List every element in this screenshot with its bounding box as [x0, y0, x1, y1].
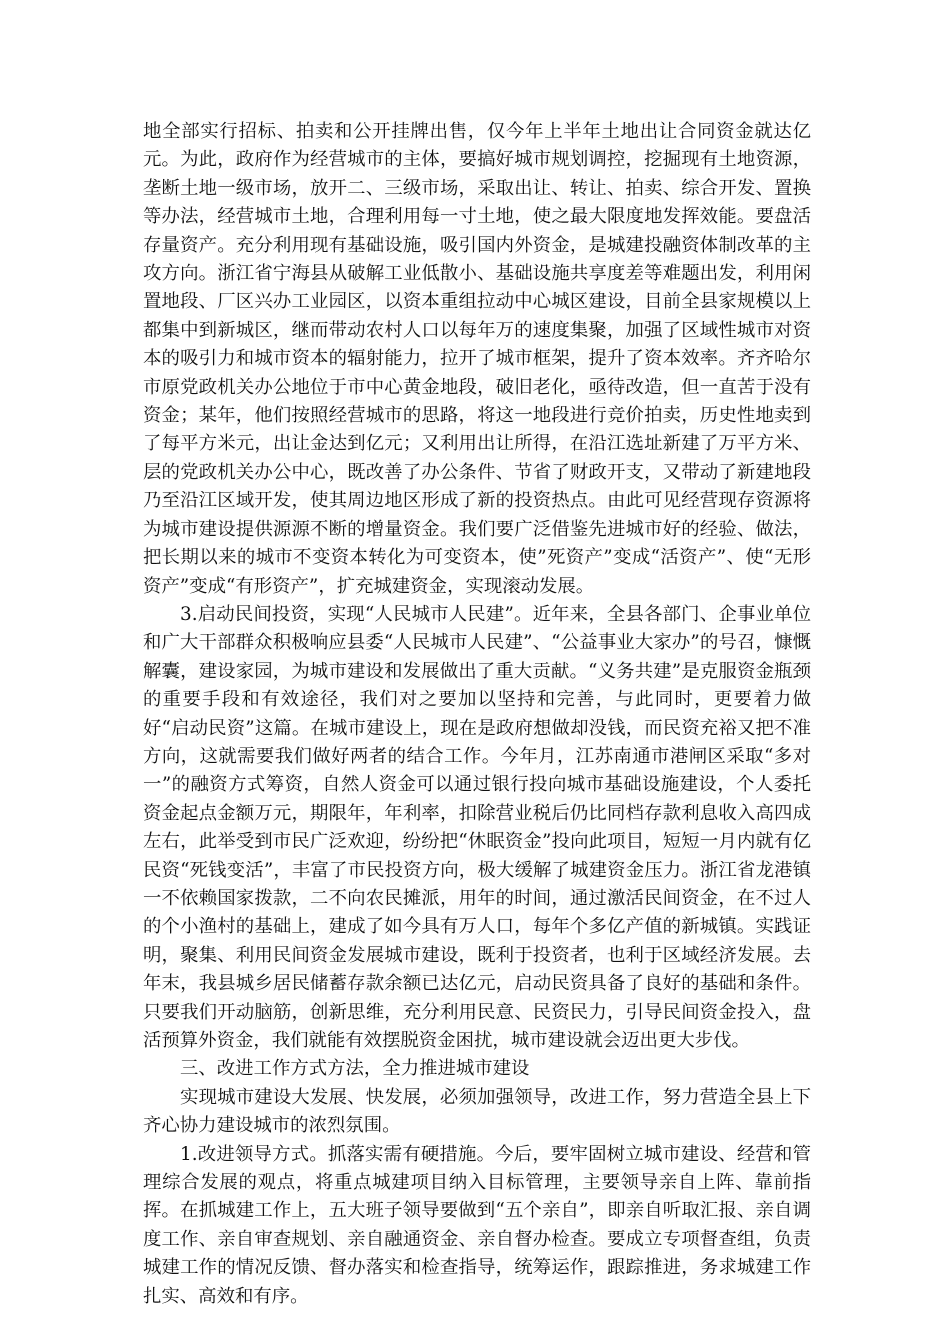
paragraph-leadership-method: 1.改进领导方式。抓落实需有硬措施。今后，要牢固树立城市建设、经营和管理综合发展的观点，将重点城建项目纳入目标管理，主要领导亲自上阵、靠前指挥。在抓城建工作上，五大班子领导要做到“五个亲自”，即亲自听取汇报、亲自调度工作、亲自审查规划、亲自融通资金、亲自督办检查。要成立专项督查组，负责城建工作的情况反馈、督办落实和检查指导，统筹运作，跟踪推进，务求城建工作扎实、高效和有序。 — [143, 1143, 811, 1307]
document-body — [143, 118, 811, 1311]
paragraph-section-intro: 实现城市建设大发展、快发展，必须加强领导，改进工作，努力营造全县上下齐心协力建设城市的浓烈氛围。 — [143, 1086, 811, 1137]
paragraph-land-and-assets: 地全部实行招标、拍卖和公开挂牌出售，仅今年上半年土地出让合同资金就达亿元。为此，政府作为经营城市的主体，要搞好城市规划调控，挖掘现有土地资源，垄断土地一级市场，放开二、三级市场，采取出让、转让、拍卖、综合开发、置换等办法，经营城市土地，合理利用每一寸土地，使之最大限度地发挥效能。要盘活存量资产。充分利用现有基础设施，吸引国内外资金，是城建投融资体制改革的主攻方向。浙江省宁海县从破解工业低散小、基础设施共享度差等难题出发，利用闲置地段、厂区兴办工业园区，以资本重组拉动中心城区建设，目前全县家规模以上都集中到新城区，继而带动农村人口以每年万的速度集聚，加强了区域性城市对资本的吸引力和城市资本的辐射能力，拉开了城市框架，提升了资本效率。齐齐哈尔市原党政机关办公地位于市中心黄金地段，破旧老化，亟待改造，但一直苦于没有资金；某年，他们按照经营城市的思路，将这一地段进行竞价拍卖，历史性地卖到了每平方米元，出让金达到亿元；又利用出让所得，在沿江选址新建了万平方米、层的党政机关办公中心，既改善了办公条件、节省了财政开支，又带动了新建地段乃至沿江区域开发，使其周边地区形成了新的投资热点。由此可见经营现存资源将为城市建设提供源源不断的增量资金。我们要广泛借鉴先进城市好的经验、做法，把长期以来的城市不变资本转化为可变资本，使”死资产”变成“活资产”、使“无形资产”变成“有形资产”，扩充城建资金，实现滚动发展。 — [143, 121, 811, 597]
section-heading-improve-methods: 三、改进工作方式方法，全力推进城市建设 — [180, 1058, 530, 1080]
paragraph-private-investment: 3.启动民间投资，实现“人民城市人民建”。近年来，全县各部门、企事业单位和广大干部群众积极响应县委“人民城市人民建”、“公益事业大家办”的号召，慷慨解囊，建设家园，为城市建设和发展做出了重大贡献。“义务共建”是克服资金瓶颈的重要手段和有效途径，我们对之要加以坚持和完善，与此同时，更要着力做好“启动民资”这篇。在城市建设上，现在是政府想做却没钱，而民资充裕又把不准方向，这就需要我们做好两者的结合工作。今年月，江苏南通市港闸区采取“多对一”的融资方式筹资，自然人资金可以通过银行投向城市基础设施建设，个人委托资金起点金额万元，期限年，年利率，扣除营业税后仍比同档存款利息收入高四成左右，此举受到市民广泛欢迎，纷纷把“休眠资金”投向此项目，短短一月内就有亿民资“死钱变活”，丰富了市民投资方向，极大缓解了城建资金压力。浙江省龙港镇一不依赖国家拨款，二不向农民摊派，用年的时间，通过激活民间资金，在不过人的个小渔村的基础上，建成了如今具有万人口，每年个多亿产值的新城镇。实践证明，聚集、利用民间资金发展城市建设，既利于投资者，也利于区域经济发展。去年末，我县城乡居民储蓄存款余额已达亿元，启动民资具备了良好的基础和条件。只要我们开动脑筋，创新思维，充分利用民意、民资民力，引导民间资金投入，盘活预算外资金，我们就能有效摆脱资金困扰，城市建设就会迈出更大步伐。 — [143, 603, 811, 1051]
